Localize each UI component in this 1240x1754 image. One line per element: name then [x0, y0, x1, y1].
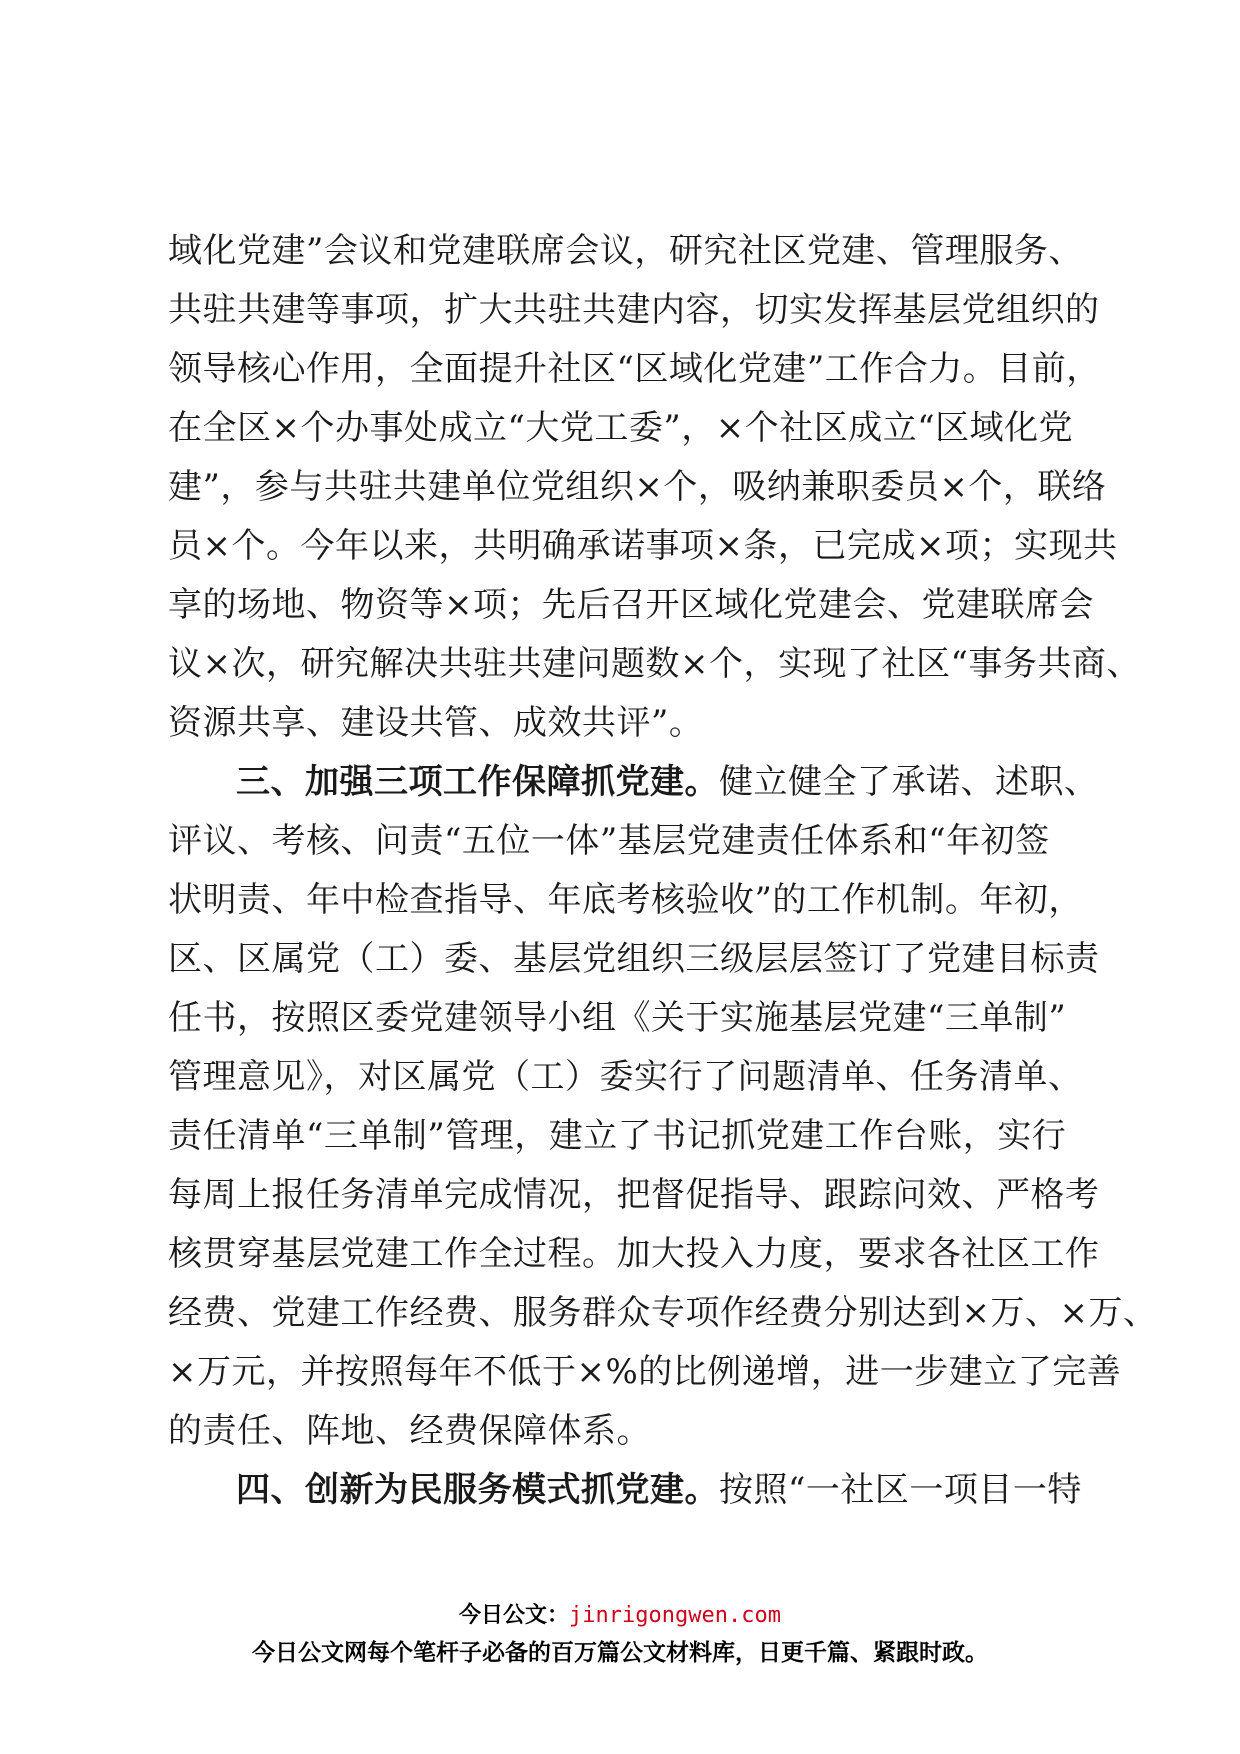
- text-line: 核贯穿基层党建工作全过程。加大投入力度，要求各社区工作: [168, 1234, 1100, 1274]
- text-line: 任书，按照区委党建领导小组《关于实施基层党建“三单制”: [168, 998, 1067, 1038]
- text-line: 每周上报任务清单完成情况，把督促指导、跟踪问效、严格考: [168, 1175, 1100, 1215]
- text-line: 责任清单“三单制”管理，建立了书记抓党建工作台账，实行: [168, 1116, 1067, 1156]
- section-heading: 四、创新为民服务模式抓党建。: [236, 1470, 719, 1510]
- section-heading: 三、加强三项工作保障抓党建。: [236, 762, 719, 802]
- text-line: 资源共享、建设共管、成效共评”。: [168, 703, 704, 743]
- paragraph-first-line: [168, 1461, 1088, 1520]
- footer-site-link[interactable]: jinrigongwen.com: [569, 1603, 781, 1628]
- text-line: 域化党建”会议和党建联席会议，研究社区党建、管理服务、: [168, 231, 1083, 271]
- paragraph-first-line: [168, 753, 1099, 812]
- text-line: 评议、考核、问责“五位一体”基层党建责任体系和“年初签: [168, 821, 1050, 861]
- text-line: 管理意见》，对区属党（工）委实行了问题清单、任务清单、: [168, 1057, 1083, 1097]
- footer-source-line: [0, 1598, 1240, 1629]
- text-run: 健立健全了承诺、述职、: [719, 762, 1099, 802]
- text-line: 的责任、阵地、经费保障体系。: [168, 1411, 651, 1451]
- footer-tagline: 今日公文网每个笔杆子必备的百万篇公文材料库，日更千篇、紧跟时政。: [252, 1640, 988, 1666]
- text-line: 经费、党建工作经费、服务群众专项作经费分别达到×万、×万、: [168, 1293, 1158, 1333]
- text-line: 建”，参与共驻共建单位党组织×个，吸纳兼职委员×个，联络: [168, 467, 1107, 507]
- document-body: [168, 222, 1158, 1520]
- text-line: 议×次，研究解决共驻共建问题数×个，实现了社区“事务共商、: [168, 644, 1141, 684]
- text-line: 领导核心作用，全面提升社区“区域化党建”工作合力。目前，: [168, 349, 1101, 389]
- text-line: ×万元，并按照每年不低于×%的比例递增，进一步建立了完善: [168, 1352, 1122, 1392]
- text-line: 状明责、年中检查指导、年底考核验收”的工作机制。年初，: [168, 880, 1083, 920]
- footer-label: 今日公文：: [459, 1603, 570, 1628]
- text-run: 按照“一社区一项目一特: [719, 1470, 1082, 1510]
- text-line: 共驻共建等事项，扩大共驻共建内容，切实发挥基层党组织的: [168, 290, 1100, 330]
- text-line: 员×个。今年以来，共明确承诺事项×条，已完成×项；实现共: [168, 526, 1118, 566]
- text-line: 区、区属党（工）委、基层党组织三级层层签订了党建目标责: [168, 939, 1100, 979]
- text-line: 在全区×个办事处成立“大党工委”，×个社区成立“区域化党: [168, 408, 1074, 448]
- text-line: 享的场地、物资等×项；先后召开区域化党建会、党建联席会: [168, 585, 1094, 625]
